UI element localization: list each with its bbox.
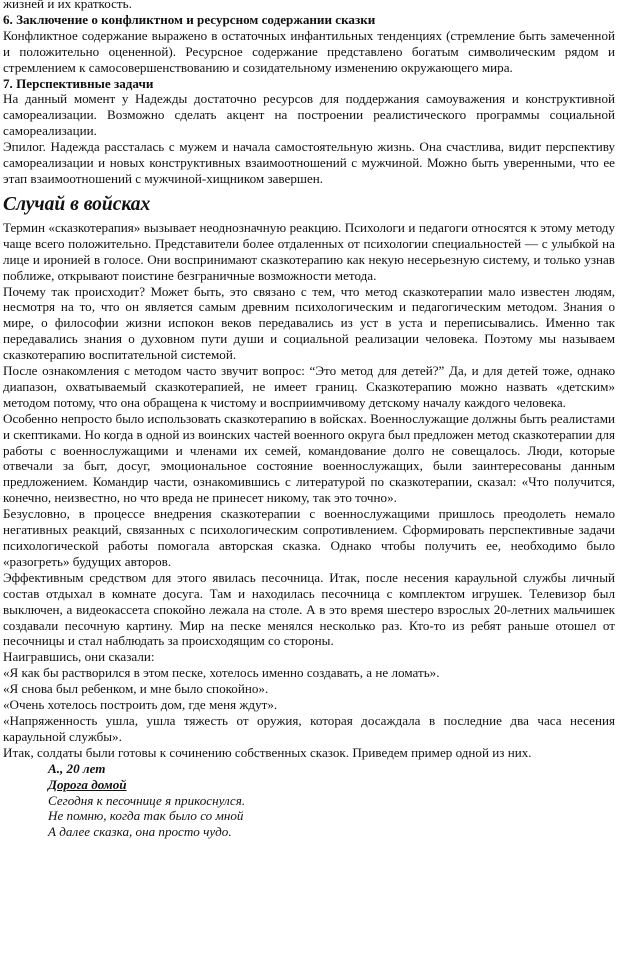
quote: «Я снова был ребенком, и мне было спокойно». <box>3 681 269 697</box>
paragraph: Эффективным средством для этого явилась песочница. Итак, после несения караульной службы личный состав отдыхал в комнате досуга. Там и находилась песочница с комплектом игрушек. Телевизор был выключен, а видеокассета спокойно лежала на столе. А в это время шестеро взрослых 20-летних мальчишек создавали песочную картину. Мир на песке менялся несколько раз. Кто-то из ребят раньше отошел от песочницы и стал наблюдать за происходящим со стороны. <box>3 569 615 649</box>
paragraph: Термин «сказкотерапия» вызывает неоднозначную реакцию. Психологи и педагоги относятся к этому методу чаще всего положительно. Представители более отдаленных от психологии специальностей — с улыбкой на лице и иронией в голосе. Они воспринимают сказкотерапию как некую несерьезную систему, и только узнав поближе, открывают поистине безграничные возможности метода. <box>3 219 615 283</box>
paragraph: Особенно непросто было использовать сказкотерапию в войсках. Военнослужащие должны быть реалистами и скептиками. Но когда в одной из воинских частей военного округа был предложен метод сказкотерапии для работы с военнослужащими и членами их семей, командование долго не совещалось. Люди, которые отвечали за быт, досуг, эмоциональное состояние военнослужащих, были заинтересованы данным предложением. Командир части, ознакомившись с литературой по сказкотерапии, сказал: «Что получится, конечно, неизвестно, но что вреда не принесет никому, так это точно». <box>3 410 615 506</box>
paragraph: Почему так происходит? Может быть, это связано с тем, что метод сказкотерапии мало известен людям, несмотря на то, что он является самым древним психологическим и педагогическим методом. Знания о мире, о философии жизни испокон веков передавались из уст в уста и переписывались. Именно так передавались знания о духовном пути души и социальной реализации человека. Поэтому мы называем сказкотерапию воспитательной системой. <box>3 283 615 363</box>
epilogue-text: Эпилог. Надежда рассталась с мужем и начала самостоятельную жизнь. Она счастлива, видит перспективу самореализации и новых конструктивных взаимоотношений с мужчиной. Можно быть уверенными, что ее этап взаимоотношений с мужчиной-хищником завершен. <box>3 139 615 186</box>
top-fragment: жизней и их краткость. <box>3 0 132 11</box>
section-6-text: Конфликтное содержание выражено в остаточных инфантильных тенденциях (стремление быть замеченной и положительно оцененной). Ресурсное содержание представлено богатым символическим рядом и стремлением к самосовершенствованию и созидательному изменению окружающего мира. <box>3 27 615 75</box>
document-page <box>3 0 615 840</box>
section-6-heading: 6. Заключение о конфликтном и ресурсном содержании сказки <box>3 11 376 27</box>
paragraph: Итак, солдаты были готовы к сочинению собственных сказок. Приведем пример одной из них. <box>3 744 532 760</box>
poem-author: А., 20 лет <box>48 760 106 776</box>
poem-line: Сегодня к песочнице я прикоснулся. <box>48 792 246 808</box>
quote: «Напряженность ушла, ушла тяжесть от оружия, которая досаждала в последние два часа несения караульной службы». <box>3 712 615 744</box>
paragraph: Наигравшись, они сказали: <box>3 649 155 665</box>
section-7-heading: 7. Перспективные задачи <box>3 75 154 91</box>
poem-line: Не помню, когда так было со мной <box>48 808 244 824</box>
poem <box>48 761 615 841</box>
section-7-text: На данный момент у Надежды достаточно ресурсов для поддержания самоуважения и конструктивной самореализации. Возможно сделать акцент на построении реалистического программы социальной самореализации. <box>3 91 615 139</box>
chapter-title: Случай в войсках <box>3 193 151 215</box>
paragraph: После ознакомления с методом часто звучит вопрос: “Это метод для детей?” Да, и для детей тоже, однако диапазон, охватываемый сказкотерапией, не имеет границ. Сказкотерапию можно назвать «детским» методом потому, что она обращена к чистому и восприимчивому детскому началу каждого человека. <box>3 363 615 410</box>
poem-line: А далее сказка, она просто чудо. <box>48 824 232 840</box>
poem-title: Дорога домой <box>48 776 127 792</box>
quote: «Очень хотелось построить дом, где меня ждут». <box>3 697 278 713</box>
paragraph: Безусловно, в процессе внедрения сказкотерапии с военнослужащими пришлось преодолеть немало негативных реакций, связанных с психологическим сопротивлением. Сформировать перспективные задачи психологической работы помогала авторская сказка. Однако чтобы получить ее, необходимо было «разогреть» будущих авторов. <box>3 506 615 569</box>
quote: «Я как бы растворился в этом песке, хотелось именно создавать, а не ломать». <box>3 665 440 681</box>
